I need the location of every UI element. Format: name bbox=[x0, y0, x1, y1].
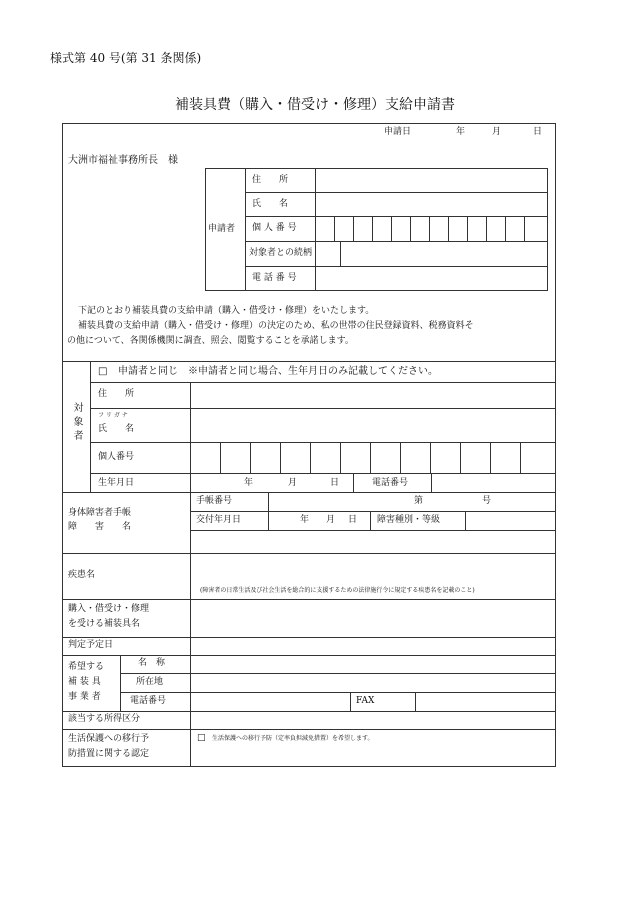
welfare-label-line-1: 生活保護への移行予 bbox=[68, 734, 150, 744]
addressee: 大洲市福祉事務所長 様 bbox=[68, 155, 178, 166]
subject-phone-label: 電話番号 bbox=[372, 478, 409, 488]
welfare-checkbox[interactable]: □ bbox=[197, 733, 206, 743]
issue-month: 月 bbox=[326, 515, 336, 525]
application-date-label: 申請日 bbox=[384, 127, 412, 137]
device-label-line-1: 購入・借受け・修理 bbox=[68, 604, 150, 614]
disease-note: (障害者の日常生活及び社会生活を総合的に支援するための法律施行令に規定する疾患名を記載のこと) bbox=[200, 587, 475, 594]
subject-name-label: 氏 名 bbox=[98, 424, 135, 434]
issue-date-label: 交付年月日 bbox=[196, 515, 242, 525]
applicant-personal-number-label: 個 人 番 号 bbox=[252, 223, 297, 233]
vendor-label-line-2: 補 装 具 bbox=[68, 677, 101, 687]
applicant-relation-label: 対象者との続柄 bbox=[249, 248, 313, 258]
vendor-location-label: 所在地 bbox=[136, 677, 164, 687]
vendor-label-line-1: 希望する bbox=[68, 662, 105, 672]
statement-line-2: 補装具費の支給申請（購入・借受け・修理）の決定のため、私の世帯の住民登録資料、税務資料そ bbox=[78, 321, 474, 331]
subject-personal-number-label: 個人番号 bbox=[98, 452, 135, 462]
subject-furigana-label: フ リ ガ ナ bbox=[98, 412, 128, 419]
application-date-month: 月 bbox=[492, 127, 502, 137]
application-date-year: 年 bbox=[456, 127, 466, 137]
page-title: 補装具費（購入・借受け・修理）支給申請書 bbox=[175, 97, 455, 113]
subject-birth-day: 日 bbox=[330, 478, 340, 488]
applicant-section-label: 申請者 bbox=[208, 224, 236, 234]
income-category-label: 該当する所得区分 bbox=[68, 714, 141, 724]
issue-day: 日 bbox=[348, 515, 358, 525]
subject-birth-month: 月 bbox=[288, 478, 298, 488]
device-label-line-2: を受ける補装具名 bbox=[68, 619, 141, 629]
disability-category-label: 障害種別・等級 bbox=[377, 515, 441, 525]
decision-date-label: 判定予定日 bbox=[68, 640, 114, 650]
booklet-dai: 第 bbox=[414, 496, 424, 506]
vendor-phone-label: 電話番号 bbox=[130, 696, 167, 706]
vendor-name-label: 名 称 bbox=[138, 658, 166, 668]
subject-birth-year: 年 bbox=[244, 478, 254, 488]
application-date-day: 日 bbox=[533, 127, 543, 137]
disability-booklet-label: 身体障害者手帳 bbox=[68, 508, 132, 518]
applicant-name-label: 氏 名 bbox=[252, 199, 289, 209]
same-as-applicant-label: 申請者と同じ ※申請者と同じ場合、生年月日のみ記載してください。 bbox=[118, 366, 438, 377]
statement-line-1: 下記のとおり補装具費の支給申請（購入・借受け・修理）をいたします。 bbox=[78, 306, 375, 316]
disease-label: 疾患名 bbox=[68, 570, 96, 580]
vendor-label-line-3: 事 業 者 bbox=[68, 692, 101, 702]
subject-birthdate-label: 生年月日 bbox=[98, 478, 135, 488]
vendor-fax-label: FAX bbox=[356, 696, 375, 706]
same-as-applicant-checkbox[interactable]: □ bbox=[98, 366, 108, 377]
issue-year: 年 bbox=[300, 515, 310, 525]
applicant-phone-label: 電 話 番 号 bbox=[252, 273, 297, 283]
statement-line-3: の他について、各関係機関に調査、照会、閲覧することを承諾します。 bbox=[67, 336, 354, 346]
booklet-go: 号 bbox=[482, 496, 492, 506]
subject-section-label: 対象者 bbox=[71, 402, 82, 444]
booklet-number-label: 手帳番号 bbox=[196, 496, 233, 506]
applicant-address-label: 住 所 bbox=[252, 175, 289, 185]
form-number: 様式第 40 号(第 31 条関係) bbox=[50, 51, 202, 65]
welfare-label-line-2: 防措置に関する認定 bbox=[68, 749, 150, 759]
subject-address-label: 住 所 bbox=[98, 389, 135, 399]
disability-name-label: 障 害 名 bbox=[68, 522, 132, 532]
welfare-text: 生活保護への移行予防（定率負担減免措置）を希望します。 bbox=[212, 735, 374, 742]
